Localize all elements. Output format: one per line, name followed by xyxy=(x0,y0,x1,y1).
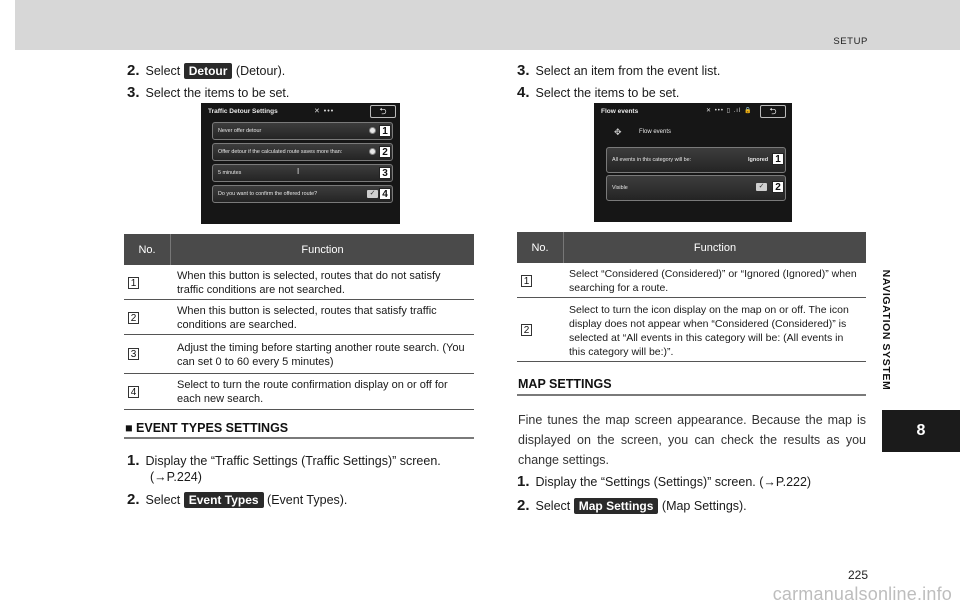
event-function-table xyxy=(517,232,866,362)
step-display-settings: 1. Display the “Settings (Settings)” screen. (→P.222) xyxy=(517,473,812,490)
status-icons: ✕ ••• ▯ .ıl 🔒 xyxy=(706,108,753,114)
step-select-items-right: 4. Select the items to be set. xyxy=(517,84,680,101)
step-select-event-types: 2. Select Event Types (Event Types). xyxy=(127,491,348,508)
flow-events-icon: ✥ xyxy=(614,127,622,137)
back-button[interactable]: ⮌ xyxy=(370,105,396,118)
flow-events-screen xyxy=(594,103,792,222)
slider-mark[interactable]: I xyxy=(297,167,300,176)
table-row: 2 Select to turn the icon display on the map on or off. The icon display does not appear when “Considered (Considered)” is selected at “All events in this category will be: (All events in this category will be:)”. xyxy=(517,298,866,362)
category-ignored-row[interactable]: All events in this category will be: xyxy=(606,147,786,173)
chapter-tab[interactable]: 8 xyxy=(882,410,960,452)
callout-2: 2 xyxy=(379,146,391,158)
screen-title: Traffic Detour Settings xyxy=(208,108,278,115)
back-button[interactable]: ⮌ xyxy=(760,105,786,118)
page-reference: (→P.224) xyxy=(150,470,202,484)
map-settings-button-label: Map Settings xyxy=(574,498,659,514)
screen-title: Flow events xyxy=(601,108,639,115)
table-row: 3 Adjust the timing before starting another route search. (You can set 0 to 60 every 5 minutes) xyxy=(124,335,474,374)
visible-row[interactable]: Visible xyxy=(606,175,786,201)
table-header: No. Function xyxy=(517,232,866,263)
watermark[interactable]: carmanualsonline.info xyxy=(772,584,952,604)
heading-rule xyxy=(517,394,866,396)
check-confirm-icon[interactable]: ✓ xyxy=(367,190,378,198)
callout-1: 1 xyxy=(772,153,784,165)
heading-rule xyxy=(124,437,474,439)
step-select-items: 3. Select the items to be set. xyxy=(127,84,290,101)
page-number: 225 xyxy=(847,568,868,582)
traffic-detour-screen xyxy=(201,103,400,224)
callout-2: 2 xyxy=(772,181,784,193)
map-settings-description: Fine tunes the map screen appearance. Because the map is displayed on the screen, you can check the results as you change settings. xyxy=(518,413,866,467)
callout-4: 4 xyxy=(379,188,391,200)
status-icons: ✕ ••• xyxy=(314,108,335,115)
callout-3: 3 xyxy=(379,167,391,179)
step-select-detour: 2. Select Detour (Detour). xyxy=(127,62,286,79)
table-header: No. Function xyxy=(124,234,474,265)
top-banner xyxy=(15,0,960,50)
step-display-traffic: 1. Display the “Traffic Settings (Traffic Settings)” screen. xyxy=(127,452,441,469)
ignored-value: Ignored xyxy=(748,157,769,163)
table-row: 2 When this button is selected, routes that satisfy traffic conditions are searched. xyxy=(124,300,474,335)
section-header: SETUP xyxy=(833,36,868,47)
minutes-row[interactable]: 5 minutes xyxy=(212,164,393,182)
never-offer-detour-row[interactable]: Never offer detour xyxy=(212,122,393,140)
detour-button-label: Detour xyxy=(184,63,233,79)
offer-detour-row[interactable]: Offer detour if the calculated route saves more than: xyxy=(212,143,393,161)
radio-offer-icon[interactable] xyxy=(369,148,376,155)
map-settings-heading: MAP SETTINGS xyxy=(518,377,612,391)
step-select-event: 3. Select an item from the event list. xyxy=(517,62,721,79)
radio-never-icon[interactable] xyxy=(369,127,376,134)
step-select-map-settings: 2. Select Map Settings (Map Settings). xyxy=(517,497,747,514)
table-row: 4 Select to turn the route confirmation display on or off for each new search. xyxy=(124,374,474,410)
event-types-button-label: Event Types xyxy=(184,492,264,508)
callout-1: 1 xyxy=(379,125,391,137)
detour-function-table xyxy=(124,234,474,410)
confirm-route-row[interactable]: Do you want to confirm the offered route? xyxy=(212,185,393,203)
check-visible-icon[interactable]: ✓ xyxy=(756,183,767,191)
event-types-heading: ■ EVENT TYPES SETTINGS xyxy=(125,421,289,435)
flow-events-subtitle: Flow events xyxy=(639,129,672,135)
table-row: 1 When this button is selected, routes that do not satisfy traffic conditions are not searched. xyxy=(124,265,474,300)
table-row: 1 Select “Considered (Considered)” or “Ignored (Ignored)” when searching for a route. xyxy=(517,263,866,298)
chapter-side-title: NAVIGATION SYSTEM xyxy=(880,269,892,391)
